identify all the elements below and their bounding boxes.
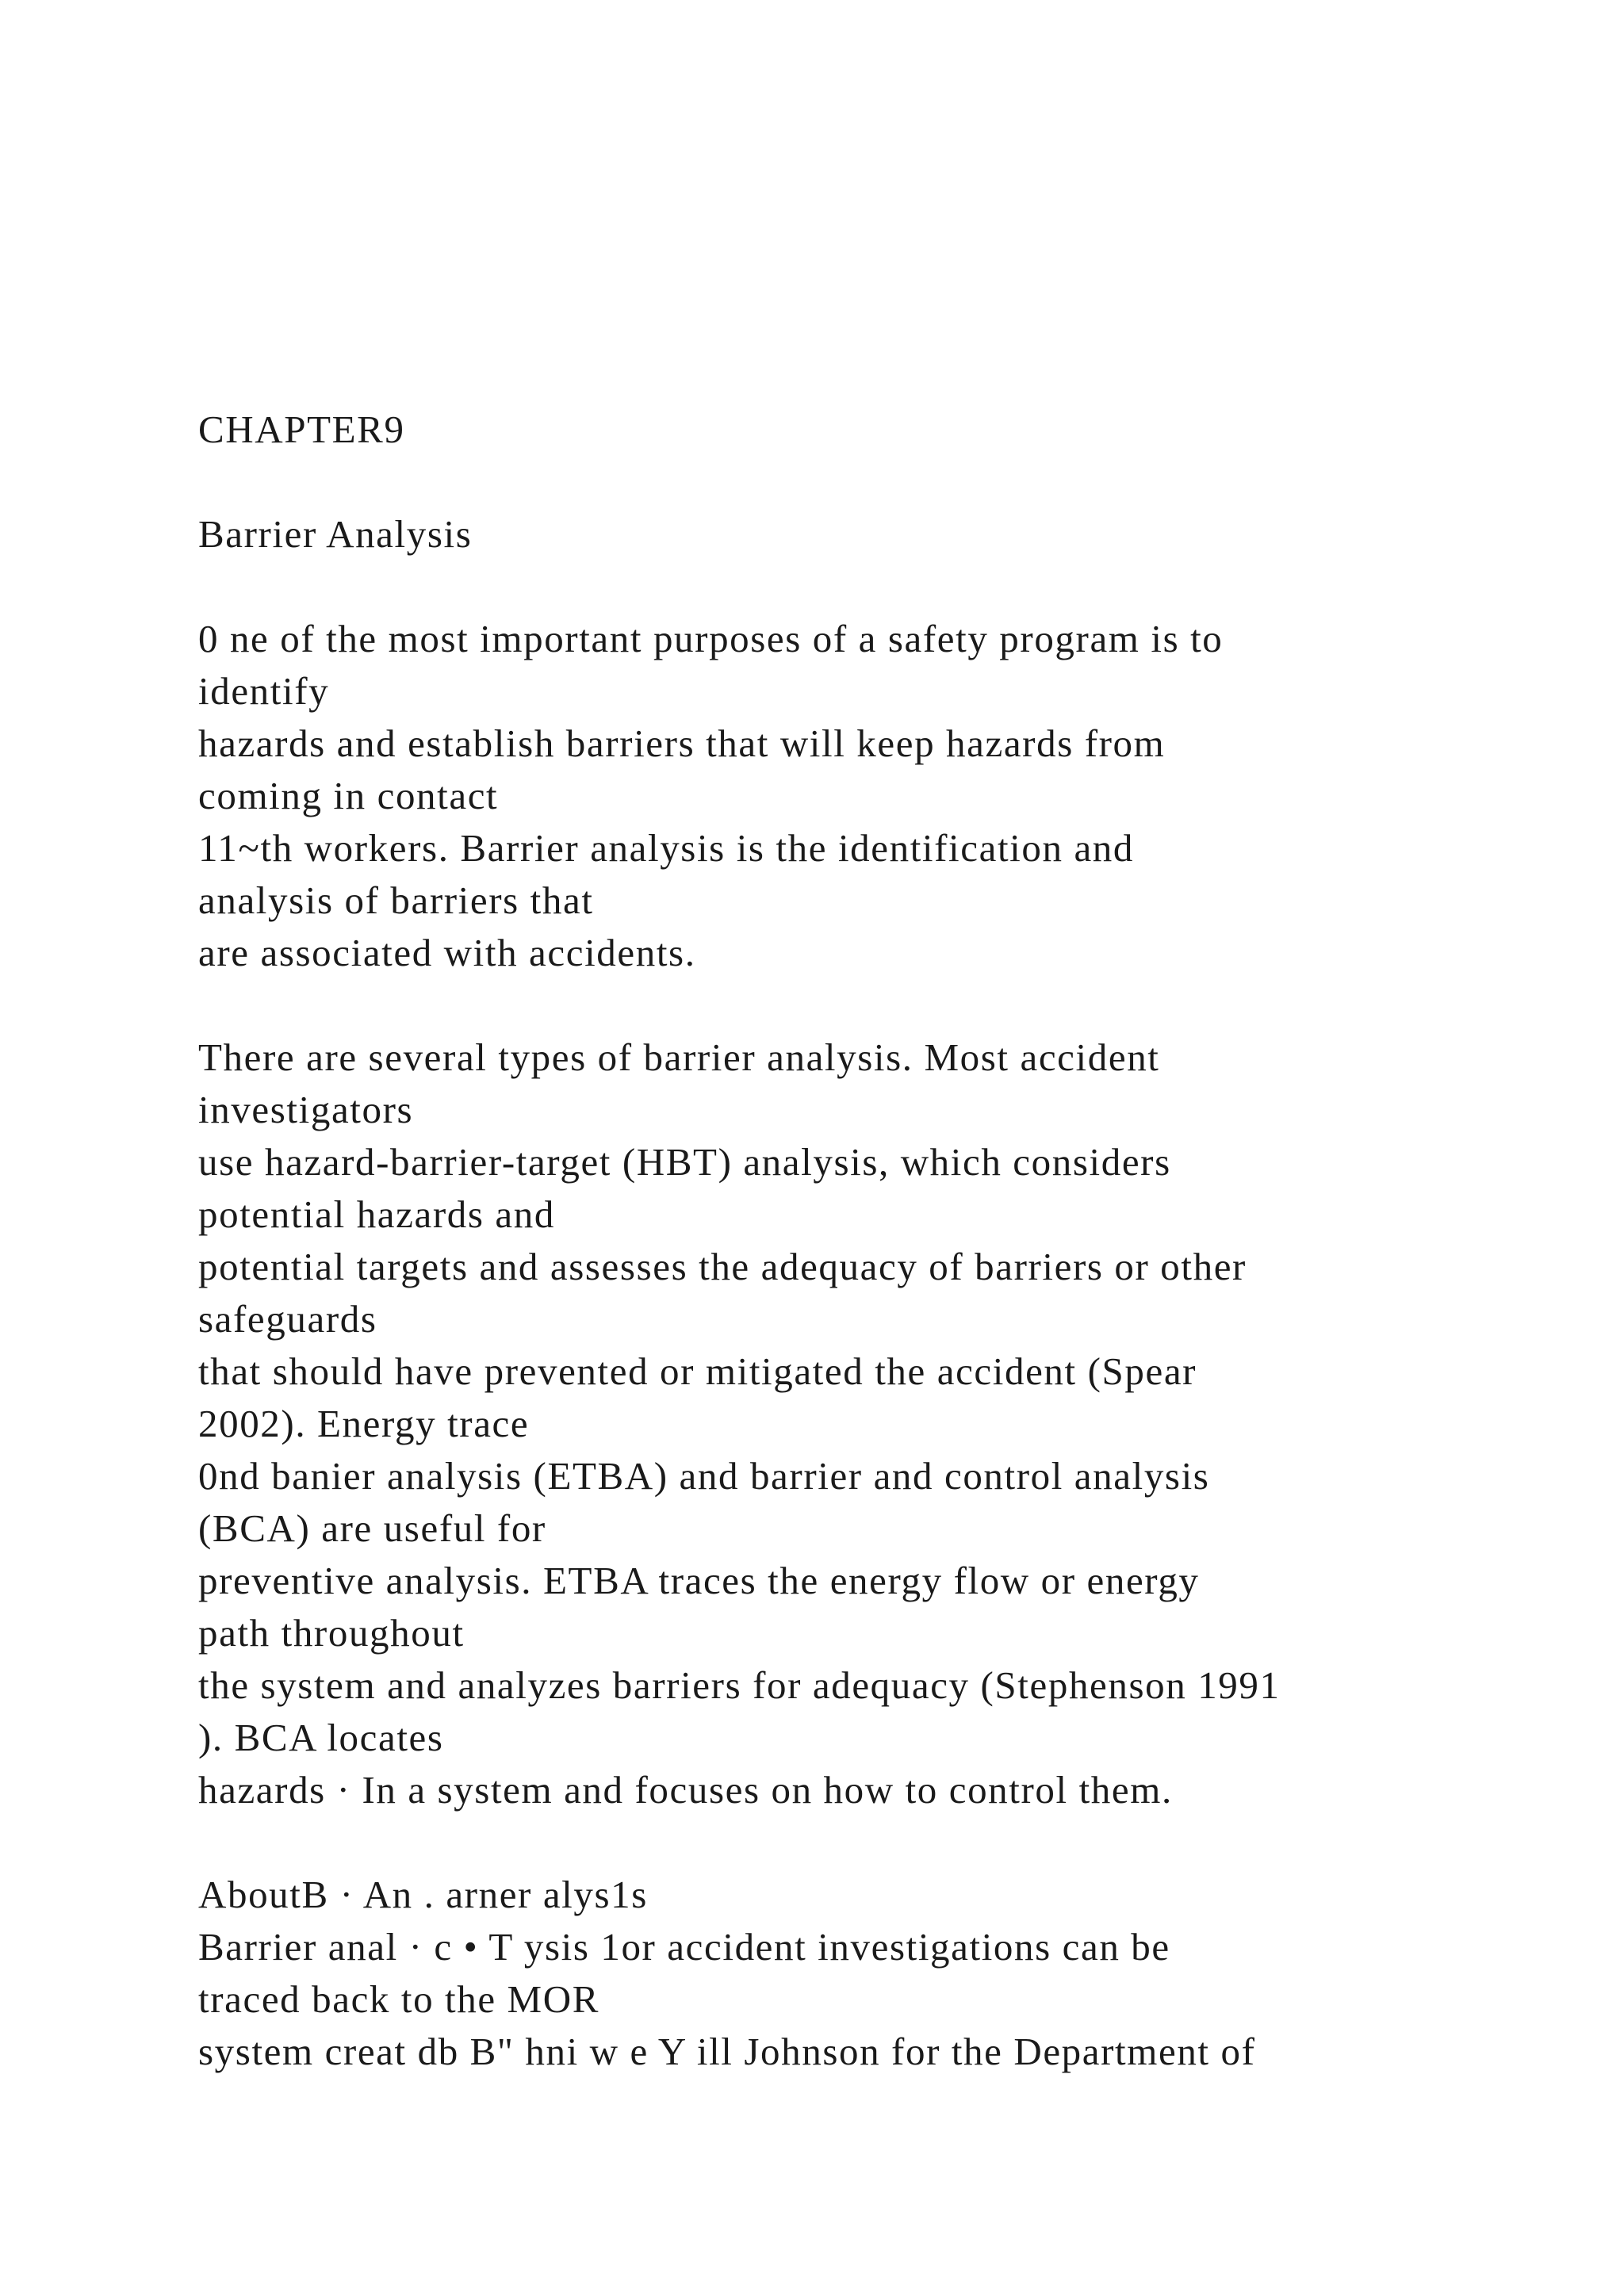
paragraph-intro — [198, 613, 1562, 979]
document-body — [198, 404, 1562, 2078]
spacer — [198, 1816, 1562, 1869]
paragraph-about — [198, 1869, 1562, 2078]
text-line: 0nd banier analysis (ETBA) and barrier and control analysis — [198, 1454, 1210, 1498]
text-line: that should have prevented or mitigated the accident (Spear — [198, 1349, 1197, 1393]
spacer — [198, 561, 1562, 613]
text-line: Barrier anal · c • T ysis 1or accident investigations can be — [198, 1925, 1170, 1969]
text-line: ). BCA locates — [198, 1716, 444, 1759]
paragraph-types — [198, 1031, 1562, 1816]
text-line: identify — [198, 669, 330, 713]
text-line: are associated with accidents. — [198, 931, 696, 974]
section-title: Barrier Analysis — [198, 512, 473, 556]
text-line: There are several types of barrier analysis. Most accident — [198, 1035, 1160, 1079]
text-line: potential hazards and — [198, 1192, 555, 1236]
text-line: traced back to the MOR — [198, 1977, 599, 2021]
text-line: preventive analysis. ETBA traces the energy flow or energy — [198, 1559, 1200, 1602]
text-line: 11~th workers. Barrier analysis is the identification and — [198, 826, 1134, 870]
text-line: use hazard-barrier-target (HBT) analysis, which considers — [198, 1140, 1171, 1184]
spacer — [198, 456, 1562, 508]
text-line: system creat db B" hni w e Y ill Johnson for the Department of — [198, 2030, 1256, 2073]
text-line: safeguards — [198, 1297, 377, 1341]
text-line: analysis of barriers that — [198, 878, 594, 922]
text-line: investigators — [198, 1088, 414, 1131]
spacer — [198, 979, 1562, 1031]
text-line: path throughout — [198, 1611, 465, 1655]
chapter-heading: CHAPTER9 — [198, 408, 405, 451]
text-line: coming in contact — [198, 774, 499, 817]
subsection-heading: AboutB · An . arner alys1s — [198, 1873, 648, 1916]
text-line: 0 ne of the most important purposes of a safety program is to — [198, 617, 1224, 660]
text-line: the system and analyzes barriers for adequacy (Stephenson 1991 — [198, 1663, 1281, 1707]
text-line: 2002). Energy trace — [198, 1402, 530, 1445]
text-line: hazards and establish barriers that will keep hazards from — [198, 721, 1166, 765]
text-line: (BCA) are useful for — [198, 1506, 546, 1550]
text-line: hazards · In a system and focuses on how to control them. — [198, 1768, 1173, 1812]
text-line: potential targets and assesses the adequacy of barriers or other — [198, 1245, 1247, 1288]
